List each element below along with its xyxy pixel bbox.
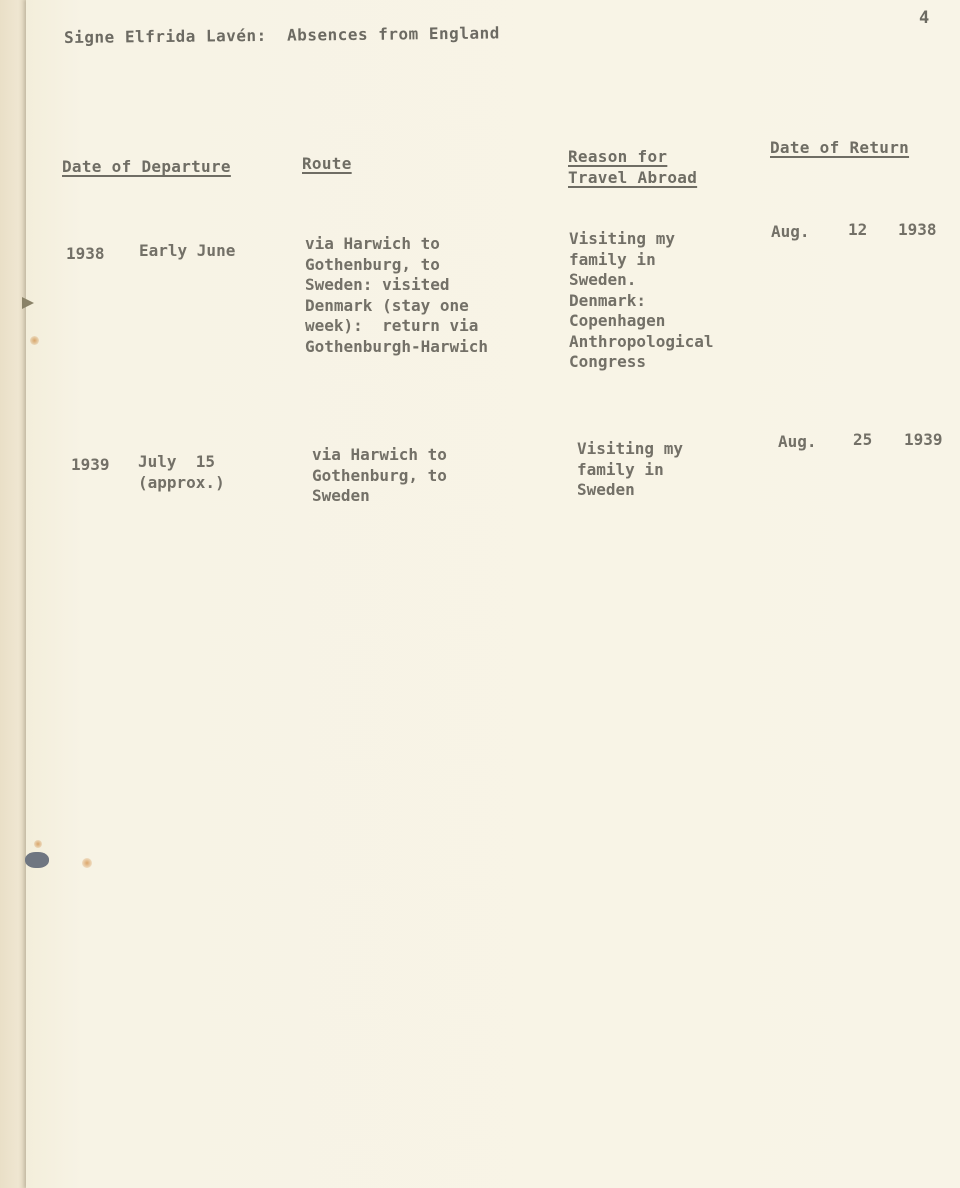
row-2-reason: Visiting my family in Sweden [577,439,683,499]
row-1-return-year: 1938 [898,220,937,239]
rust-stain [34,840,42,848]
row-2-return-day: 25 [853,430,873,449]
row-2-return-year: 1939 [904,430,943,449]
row-2-return-month: Aug. [778,432,817,451]
header-route: Route [302,154,352,173]
header-date-of-departure: Date of Departure [62,157,231,176]
rust-stain [30,336,39,345]
row-1-route: via Harwich to Gothenburg, to Sweden: visited Denmark (stay one week): return via Gothenburgh-Harwich [305,234,489,356]
document-title: Signe Elfrida Lavén: Absences from England [64,23,500,47]
row-2-year: 1939 [71,455,110,474]
row-1-return-month: Aug. [771,222,810,241]
row-2-route: via Harwich to Gothenburg, to Sweden [312,445,447,505]
paper-sheet [26,0,960,1188]
row-1-year: 1938 [66,244,105,263]
row-1-departure: Early June [139,241,236,260]
row-2-departure: July 15 (approx.) [138,452,225,492]
staple-mark-icon [22,297,34,309]
clip-mark-icon [25,852,49,868]
header-reason: Reason for Travel Abroad [568,147,698,187]
page-number: 4 [919,8,930,28]
header-date-of-return: Date of Return [770,138,910,157]
row-1-reason: Visiting my family in Sweden. Denmark: Copenhagen Anthropological Congress [569,229,714,371]
binding-edge [0,0,26,1188]
row-1-return-day: 12 [848,220,868,239]
rust-stain [82,858,92,868]
